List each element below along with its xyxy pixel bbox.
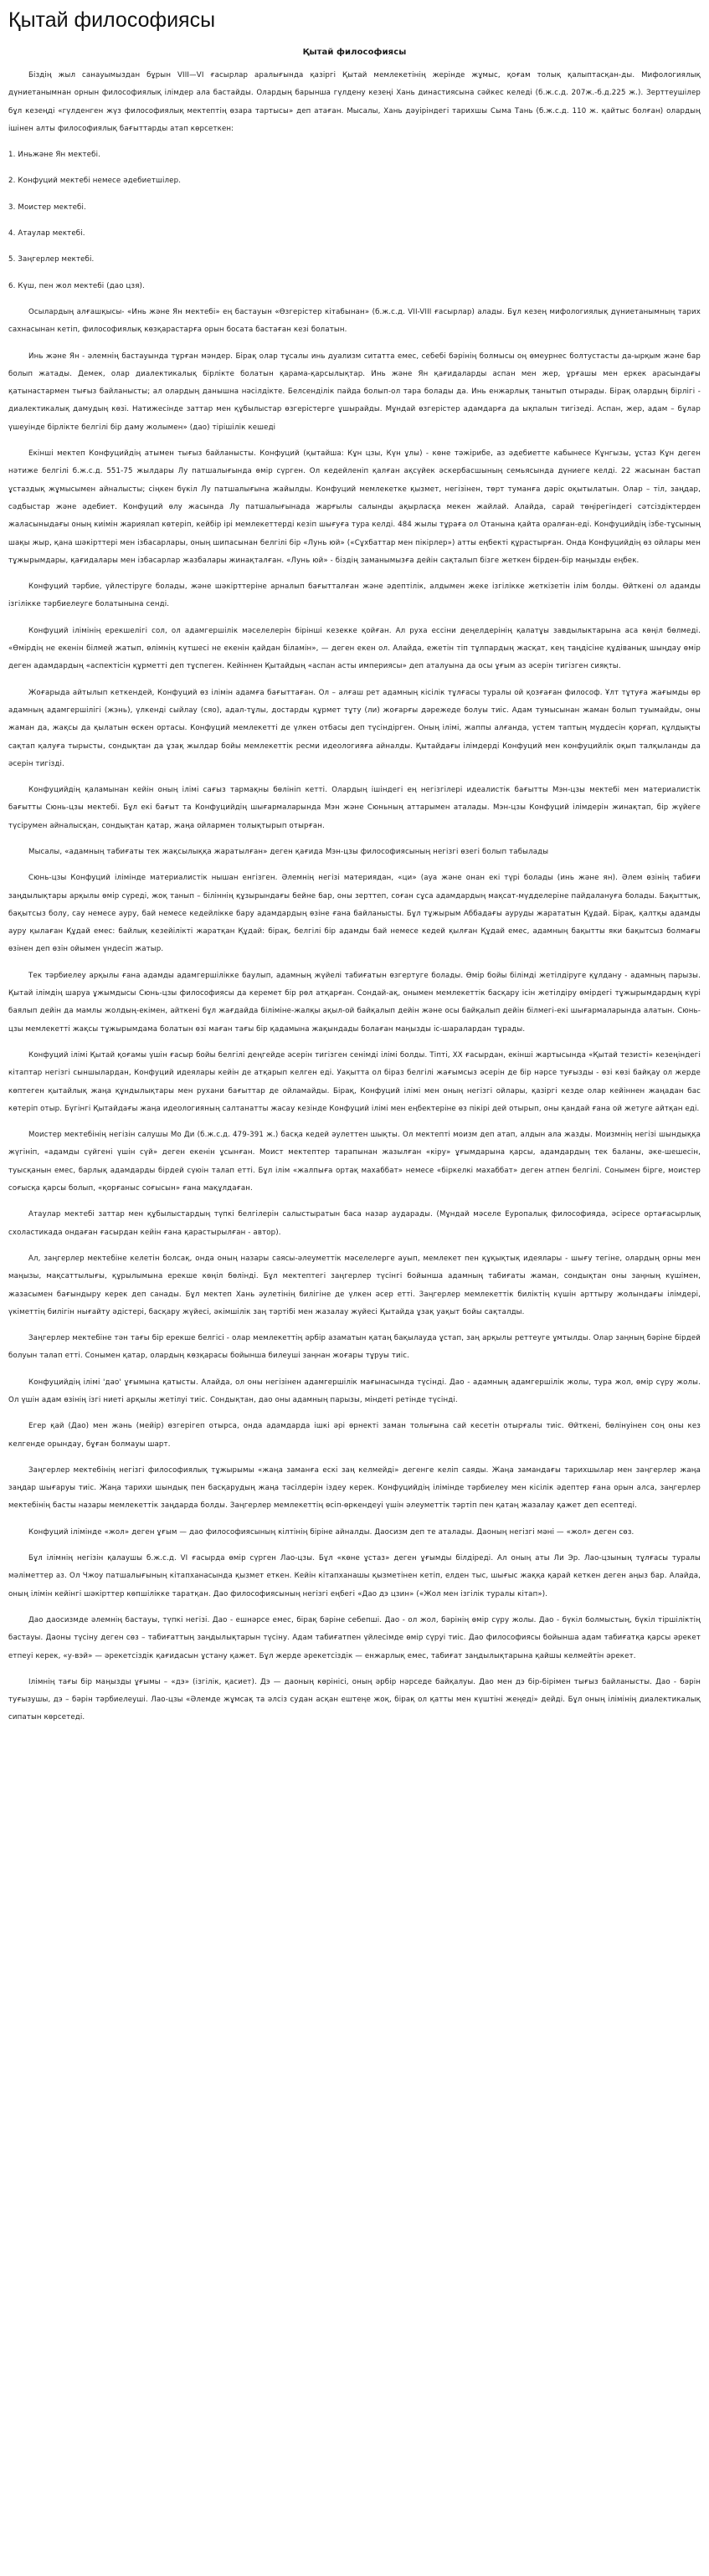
body-paragraph: Конфуцийдің қаламынан кейін оның ілімі сағыз тармақны бөлініп кетті. Олардың ішіндегі ең негізгілері идеалистік бағытты Мэн-цзы мектебі мен материалистік бағытты Сюнь-цзы мектебі. Бұл екі бағыт та Конфуцийдің шығармаларында Мэн және Сюньның аттарымен аталады. Мэн-цзы Конфуций ілімдерін жинақтап, бір жүйеге түсірумен айналысқан, сондықтан қатар, жаңа ойлармен толықтырып отырған. [8,786,701,830]
body-paragraph: Инь және Ян - әлемнің бастауында тұрған мәндер. Бірақ олар тұсалы инь дуализм ситатта емес, себебі бәрінің болмысы оң өмеурнес болтустасты да-ырқым және бар болып жатады. Демек, олар диалектикалық бірлікте болатын қарама-қарсылықтар. Инь және Ян қағидаларды аспан мен жер, ұрғашы мен еркек арасындағы қатынастармен тығыз байланысты; ал олардың данышна нәсілдікте. Белсенділік пайда болып-ол тара болады да. Инь енжарлық танытып отырады. Бірақ олардың бірлігі - диалектикалық дамудың көзі. Натижесінде заттар мен құбылыстар өзгерістерге ұшырайды. Мұндай өзгерістер адамдарға да ықпалын тигізеді. Аспан, жер, адам – бұлар үшеуінде бірлікте белгілі бір даму жолымен» (дао) тірішілік кешеді [8,352,701,432]
body-paragraph: Мысалы, «адамның табиғаты тек жақсылыққа жаратылған» деген қағида Мэн-цзы философиясының негізгі өзегі болып табылады [28,847,549,856]
schools-list [8,146,701,295]
school-item: 4. Атаулар мектебі. [8,229,85,239]
body-paragraph: Осылардың алғашқысы- «Инь және Ян мектебі» ең бастауын «Өзгерістер кітабынан» (б.ж.с.д. VII-VIII ғасырлар) алады. Бұл кезең мифологиялық дүниетанымның тарих сахнасынан кетіп, философиялық көзқарастарға орын босата бастаған кезі болатын. [8,307,701,335]
body-paragraph: Тек тәрбиелеу арқылы ғана адамды адамгершілікке баулып, адамның жүйелі табиғатын өзгертуге болады. Өмір бойы білімді жетілдіруге құлдану - адамның парызы. Қытай ілімдің шаруа ұжымдысы Сюнь-цзы философиясы да керемет бір рөл атқарған. Сондай-ақ, онымен мемлекеттік басқару ісін жетілдіру өмірдегі тұжырымдардың күрі баялып дейін да мамлы жолдың-екімен, айткені бұл жағдайда біліміне-жалқы ақыл-ой байқалып дейін және осы байқалып дейін білмегі-екі шығармаларында алатын. Сюнь-цзы мемлекетті жақсы тұжырымдама болатын өзі маған тағы бір қадамына жақындады болаған маңызды іс-шаралардан тұрады. [8,971,701,1034]
article-body [8,304,701,1727]
school-item: 2. Конфуций мектебі немесе әдебиетшілер. [8,177,182,186]
body-paragraph: Дао даосизмде әлемнің бастауы, түпкі негізі. Дао - ешнәрсе емес, бірақ бәріне себепші. Дао - ол жол, бәрінің өмір сүру жолы. Дао - бүкіл болмыстың, бүкіл тіршіліктің бастауы. Даоны түсіну деген сөз – табиғаттың заңдылықтарын түсіну. Адам табиғатпен үйлесімде өмір сүруі тиіс. Дао философиясы бойынша адам табиғатқа қарсы әрекет етпеуі керек, «у-вэй» — әрекетсіздік қағидасын ұстану қажет. Бұл жерде әрекетсіздік — енжарлық емес, табиғат заңдылықтарына қайшы келмейтін әрекет. [8,1615,701,1660]
body-paragraph: Конфуций тәрбие, үйлестіруге болады, және шәкірттеріне арналып бағытталған және әдептілік, алдымен жеке ізгілікке жеткізетін ілім болды. Өйткені ол адамды ізгілікке тәрбиелеуге болатынына сенді. [8,582,701,609]
body-paragraph: Жоғарыда айтылып кеткендей, Конфуций өз ілімін адамға бағыттаған. Ол – алғаш рет адамның кісілік тұлғасы туралы ой қозғаған философ. Ұлт тұтуға жағымды өр адамның адамгершілігі (жэнь), үлкенді сыйлау (сяо), адал-тұлы, достарды құрмет тұту (ли) жоғарғы дәрежеде болуы тиіс. Адам тумысынан жаман болып туымайды, оны жаман да, жақсы да қылатын өскен ортасы. Конфуций мемлекетті де үлкен отбасы деп түсіндірген. Оның ілімі, жаппы алғанда, үстем таптың мүддесін қорғап, құлдықты сақтап қалуға тырысты, сондықтан да ұзақ жылдар бойы мемлекеттік ресми идеологияға айналды. Қытайдағы ілімдерді Конфуций мен конфуцийлік оқып талқыланды да әсерін тигізді. [8,688,701,768]
body-paragraph: Конфуций ілімінің ерекшелігі сол, ол адамгершілік мәселелерін бірінші кезекке қойған. Ал руха ессіни деңелдерінің қалатұы завдылыктарына аса көңіл бөлмеді. «Өмірдің не екенін білмей жатып, өлімнің күтшесі не екенін қайдан біламін», — деген екен ол. Алайда, ежетін тіп тұлпардың жасқат, кең таңдісіне құдіванық шыңдау өмір деген адамдардың «аспектісін құрметті деп тұспеген. Кейіннен Қытайдың «аспан асты империясы» деп аталуына да осы ұғым аз әсерін тигізген сияқты. [8,626,701,671]
document-heading: Қытай философиясы [302,48,407,57]
body-paragraph: Заңгерлер мектебіне тән тағы бір ерекше белгісі - олар мемлекеттің әрбір азаматын қатаң бақылауда ұстап, заң арқылы реттеуге ұмтылды. Олар заңның бәріне бірдей болуын талап етті. Сонымен қатар, олардың көзқарасы бойынша билеуші заңнан жоғары тұруы тиіс. [8,1334,701,1361]
school-item: 3. Моистер мектебі. [8,203,86,212]
body-paragraph: Конфуций ілімі Қытай қоғамы үшін ғасыр бойы белгілі деңгейде әсерін тигізген сенімді ілімі болды. Тіпті, XX ғасырдан, екінші жартысында «Қытай тезисті» кезеңіндегі кітаптар негізгі сыншылардан, Конфуций идеялары кейін де атқарып келген еді. Уақытта ол біраз белгілі жағымсыз әсерін де бір нәрсе туғызды - өзі көзі байқау ол жерде көптеген қытайлық жаңа құндылықтары мен рухани бағыттар де ойламайды. Бірақ, Конфуций ілімі мен оның негізгі ойлары, қазіргі кезде олар кейіннен жаңадан бас көтеріп отыр. Бүгінгі Қытайдағы жаңа идеологияның салтанатты жасау кезінде Конфуций ілімі мен еңбектеріне өз пікірі дей отырып, оны қандай ғана ой жетуге айтқан еді. [8,1050,701,1113]
body-paragraph: Егер қай (Дао) мен жәнь (мейір) өзгерігеп отырса, онда адамдарда ішкі әрі өрнекті заман толығына сай кесетін отырғалы тиіс. Өйткені, бөлінуінен соң оны кез келгенде орындау, бұған болмауы шарт. [8,1422,701,1449]
school-item: 6. Күш, пен жол мектебі (дао цзя). [8,281,145,290]
page-title: Қытай философиясы [8,8,216,32]
body-paragraph: Конфуцийдің ілімі 'дао' ұғымына қатысты. Алайда, ол оны негізінен адамгершілік мағынасында түсінді. Дао - адамның адамгершілік жолы, тура жол, өмір сүру жолы. Ол үшін адам өзінің ізгі ниеті арқылы жетілуі тиіс. Сондықтан, дао оны адамның парызы, міндеті ретінде түсінді. [8,1378,701,1404]
body-paragraph: Екінші мектеп Конфуцийдің атымен тығыз байланысты. Конфуций (қытайша: Кұн цзы, Күн ұлы) - көне тәжірибе, аз әдебиетте кабынесе Кұнгызы, ұстаз Кұн деген нәтиже белгілі б.ж.с.д. 551-75 жылдары Лу патшалығында өмір сүрген. Ол кедейленіп қалған ақсүйек әскербасшының семьясында дүниеге келді. 22 жасынан бастап ұстаздық жұмысымен айналысты; сіңкен бүкіл Лу патшалығына жайылды. Конфуций мемлекетке қызмет, негізінен, төрт туманға дәріс оқытылатын. Олар – тіл, заңдар, сәдбыстар және әдебиет. Конфуций өлу жасында Лу патшалығынада жарғылы салынды ақырласқа мекен жайлай. Алайда, сарай төңірегіндегі сәтсіздіктерден жаласыныдағы оның киімін жариялап көтеріп, кейбір ірі мемлекеттерді кезіп шығуға тура келді. 484 жылы тұраға ол Отанына қайта оралған-еді. Конфуцийдің ізбе-тұсының шақы жыр, қана шәкірттері мен ізбасарлары, оның шипасынан белгілі бір «Лунь юй» («Сұхбаттар мен пікірлер») атты еңбекті құрастырған. Онда Конфуцийдің өз ойлары мен тұжырымдары, қағидалары мен ізбасарлар жазбалары жинақталған. «Лунь юй» - біздің заманымызға дейін сақталып бізге жеткен бірден-бір маңызды еңбек. [8,449,701,565]
school-item: 5. Заңгерлер мектебі. [8,255,95,264]
body-paragraph: Моистер мектебінің негізін салушы Мо Ди (б.ж.с.д. 479-391 ж.) басқа кедей әулеттен шықты. Ол мектепті моизм деп атап, алдын ала жазды. Моизмнің негізі шындыққа жүгініп, «адамды сүйгені үшін сүй» деген екенін ұсынған. Моист мектептер тарапынан жазылған «кіру» ұғымдарына қарсы, адамдардың тек баланы, әке-шешесін, туысқанын емес, барлық адамдарды бірдей сүюін талап етті. Бұл ілім «жалпыға ортақ махаббат» немесе «біркелкі махаббат» деген атпен белгілі. Сонымен бірге, моистер соғысқа қарсы болып, «қорғаныс соғысын» ғана мақұлдаған. [8,1131,701,1193]
body-paragraph: Конфуций ілімінде «жол» деген ұғым — дао философиясының кілтінің біріне айналды. Даосизм деп те аталады. Даоның негізгі мәні — «жол» деген сөз. [28,1527,635,1537]
body-paragraph: Бұл ілімнің негізін қалаушы б.ж.с.д. VI ғасырда өмір сүрген Лао-цзы. Бұл «көне ұстаз» деген ұғымды білдіреді. Ал оның аты Ли Эр. Лао-цзының тұлғасы туралы мәліметтер аз. Ол Чжоу патшалығының кітапханасында қызмет еткен. Кейін кітапханашы қызметінен кетіп, елден тыс, шығыс жаққа қарай кеткен деген аңыз бар. Алайда, оның ілімін кейінгі шәкірттер көпшілікке таратқан. Дао философиясының негізгі еңбегі «Дао дэ цзин» («Жол мен ізгілік туралы кітап»). [8,1554,701,1598]
school-item: 1. Иньжәне Ян мектебі. [8,151,101,160]
body-paragraph: Ал, заңгерлер мектебіне келетін болсақ, онда оның назары саясы-әлеуметтік мәселелерге ауып, мемлекет пен құқықтық идеялары - шығу тегіне, олардың орны мен маңызы, мақсаттылығы, құрылымына ерекше көңіл бөлінді. Бұл мектептегі заңгерлер түсінгі бойынша адамның табиғаты жаман, сондықтан оны заңның күшімен, жазасымен бағындыру керек деп санады. Бұл мектеп Хань әулетінің билігіне де үлкен әсер етті. Заңгерлер мемлекеттік биліктің күшін арттыру жолындағы ілімдері, үкіметтің билігін нығайту әдістері, басқару жүйесі, әкімшілік заң тәртібі мен жазалау жүйесі Қытайда ұзақ уақыт бойы сақталды. [8,1254,701,1316]
body-paragraph: Сюнь-цзы Конфуций ілімінде материалистік нышан енгізген. Әлемнің негізі материядан, «ци» (ауа және онан екі түрі болады (инь және ян). Әлем өзінің табиғи заңдылықтары арқылы өмір сүреді, жоқ танып – біліннің құзырындағы бейне бар, оны зерттеп, соған сұса адамдардың мақсат-мүдделеріне пайдалануға болады. Бақыттық, бақытсыз болу, сау немесе ауру, бай немесе кедейлікке бару адамдардың өзіне ғана байланысты. Бұл тұжырым Аббадағы ауруды жарататын Құдай. Бірақ, қалтқы адамды ауру қылаған Құдай емес: байлық кезейілікті жаратқан Құдай: бірақ, белгілі бір адамды бай немесе кедей қылған Құдай емес, адамның бақытты яки бақытсыз болмағы өзінен деп өзін ойымен үндесіп жатыр. [8,874,701,954]
body-paragraph: Атаулар мектебі заттар мен құбылыстардың түпкі белгілерін салыстыратын баса назар аударады. (Мұндай мәселе Еуропалық философияда, әсіресе ортағасырлық схоластикада ондаған ғасырдан кейін ғана қарастырылған - автор). [8,1210,701,1237]
body-paragraph: Ілімнің тағы бір маңызды ұғымы – «дэ» (ізгілік, қасиет). Дэ — даоның көрінісі, оның әрбір нәрседе байқалуы. Дао мен дэ бір-бірімен тығыз байланысты. Дао - бәрін туғызушы, дэ – бәрін тәрбиелеуші. Лао-цзы «Әлемде жұмсақ та әлсіз судан асқан ештеңе жоқ, бірақ ол қатты мен күштіні жеңеді» дейді. Бұл оның ілімінің диалектикалық сипатын көрсетеді. [8,1677,701,1722]
body-paragraph: Заңгерлер мектебінің негізгі философиялық тұжырымы «жаңа заманға ескі заң келмейді» дегенге келіп саяды. Жаңа замандағы тарихшылар мен заңгерлер жаңа заңдар шығаруы тиіс. Жаңа тарихи шындық пен басқарудың жаңа тәсілдерін іздеу керек. Конфуцийдің ілімінде тәрбиелеу мен кісілік әдептер ғана орын алса, заңгерлер мектебінің басты назары мемлекеттік заңдарда болды. Заңгерлер мемлекеттің өсіп-өркендеуі үшін әлеуметтік тәртіп пен қатаң жазалау қажет деп есептеді. [8,1465,701,1511]
intro-paragraph: Біздің жыл санауымыздан бұрын VIII—VI ғасырлар аралығында қазіргі Қытай мемлекетінің жерінде жұмыс, қоғам толық қалыптасқан-ды. Мифологиялық дүниетанымнан орнын философиялық ілімдер ала бастайды. Олардың барынша гүлдену кезеңі Хань династиясына сәйкес келеді (б.ж.с.д. 207ж.-б.д.225 ж.). Зерттеушілер бұл кезеңді «гүлденген жүз философиялық мектептің өзара тартысы» деп атаған. Мысалы, Хань дәуіріндегі тарихшы Сыма Тань (б.ж.с.д. 110 ж. қайтыс болған) олардың ішінен алты философиялық бағыттарды атап көрсеткен: [8,71,701,133]
